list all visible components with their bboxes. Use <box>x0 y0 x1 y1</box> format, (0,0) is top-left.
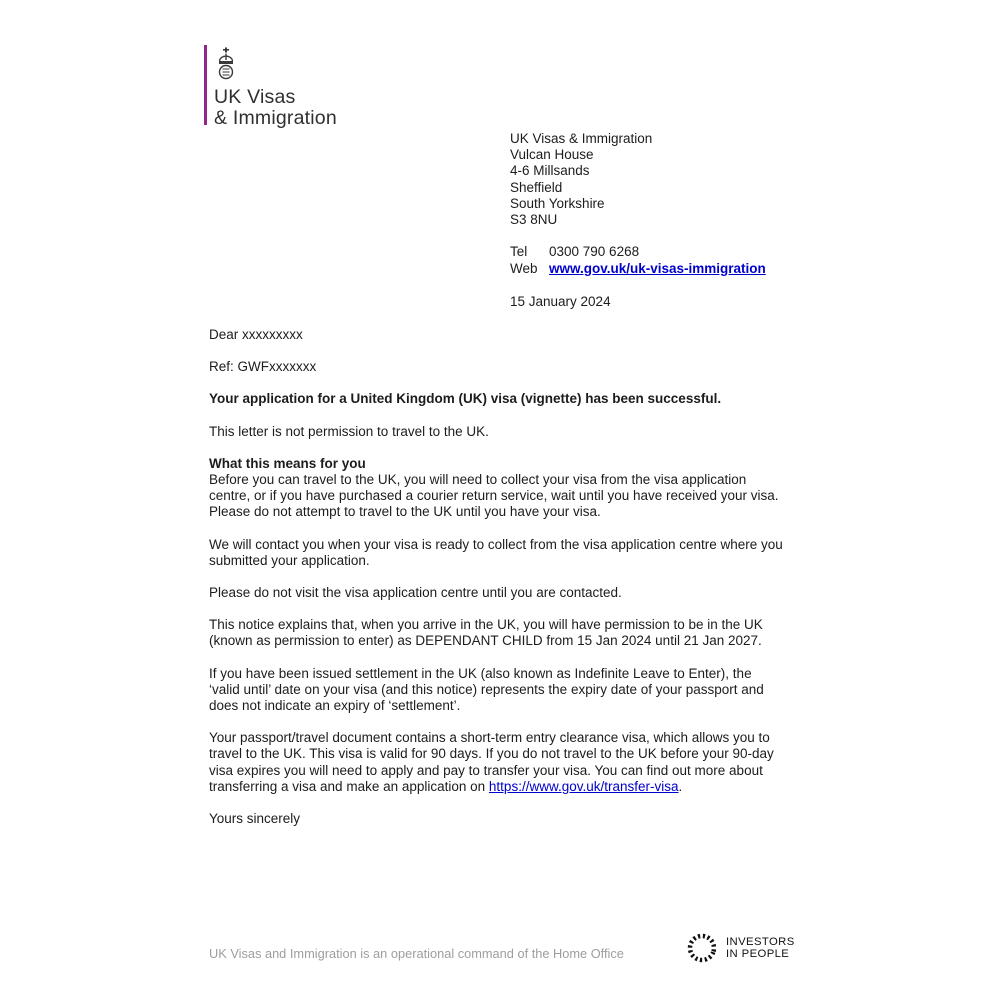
address-line: Vulcan House <box>510 147 594 163</box>
salutation: Dear xxxxxxxxx <box>209 327 303 342</box>
address-line: S3 8NU <box>510 211 558 227</box>
iip-text-line2: IN PEOPLE <box>726 948 790 960</box>
address-line: 4-6 Millsands <box>510 163 590 179</box>
web-label: Web <box>510 260 538 276</box>
transfer-paragraph-period: . <box>678 778 683 794</box>
tel-value: 0300 790 6268 <box>549 244 640 260</box>
body-paragraph: Before you can travel to the UK, you will need to collect your visa from the visa application centre, or if you have purchased a courier return service, wait until you have received your visa. Please do not attempt to travel to the UK until you have your visa. <box>209 472 779 520</box>
headline: Your application for a United Kingdom (UK) visa (vignette) has been successful. <box>209 391 722 407</box>
brand-name-line1: UK Visas <box>214 86 296 108</box>
iip-text-line1: INVESTORS <box>726 935 795 948</box>
body-paragraph: We will contact you when your visa is ready to collect from the visa application centre where you submitted your application. <box>209 536 783 568</box>
ukvi-letterhead <box>204 45 337 128</box>
brand-name-line2: & Immigration <box>214 106 337 129</box>
letter-body <box>209 327 784 843</box>
body-paragraph-with-link <box>209 730 784 795</box>
ukvi-website-link[interactable]: www.gov.uk/uk-visas-immigration <box>549 260 766 276</box>
closing-line: Yours sincerely <box>209 811 301 827</box>
letter-date: 15 January 2024 <box>510 294 611 310</box>
investors-in-people-logo <box>686 931 795 965</box>
sender-address-block <box>510 131 800 311</box>
reference-number: Ref: GWFxxxxxxx <box>209 359 317 375</box>
section-heading: What this means for you <box>209 455 366 471</box>
transfer-visa-link[interactable]: https://www.gov.uk/transfer-visa <box>488 778 679 794</box>
royal-crown-crest-icon <box>215 47 237 81</box>
footer-disclaimer: UK Visas and Immigration is an operational command of the Home Office <box>209 946 624 961</box>
body-paragraph: Please do not visit the visa application centre until you are contacted. <box>209 585 622 601</box>
address-line: South Yorkshire <box>510 195 605 211</box>
transfer-paragraph-text: Your passport/travel document contains a short-term entry clearance visa, which allows you to travel to the UK. This visa is valid for 90 days. If you do not travel to the UK before your 90-day visa expires you will need to apply and pay to transfer your visa. You can find out more about transferring a visa and make an application on <box>209 730 774 794</box>
body-paragraph: If you have been issued settlement in the UK (also known as Indefinite Leave to Enter), the ‘valid until’ date on your visa (and this notice) represents the expiry date of your passport and does not indicate an expiry of ‘settlement’. <box>209 665 764 714</box>
tel-label: Tel <box>510 244 528 260</box>
body-paragraph: This notice explains that, when you arrive in the UK, you will have permission to be in the UK (known as permission to enter) as DEPENDANT CHILD from 15 Jan 2024 until 21 Jan 2027. <box>209 617 763 649</box>
logo-accent-bar <box>204 45 207 125</box>
address-line: Sheffield <box>510 179 563 195</box>
notice-line: This letter is not permission to travel to the UK. <box>209 423 489 439</box>
laurel-wreath-icon <box>686 931 718 965</box>
address-line: UK Visas & Immigration <box>510 131 653 146</box>
